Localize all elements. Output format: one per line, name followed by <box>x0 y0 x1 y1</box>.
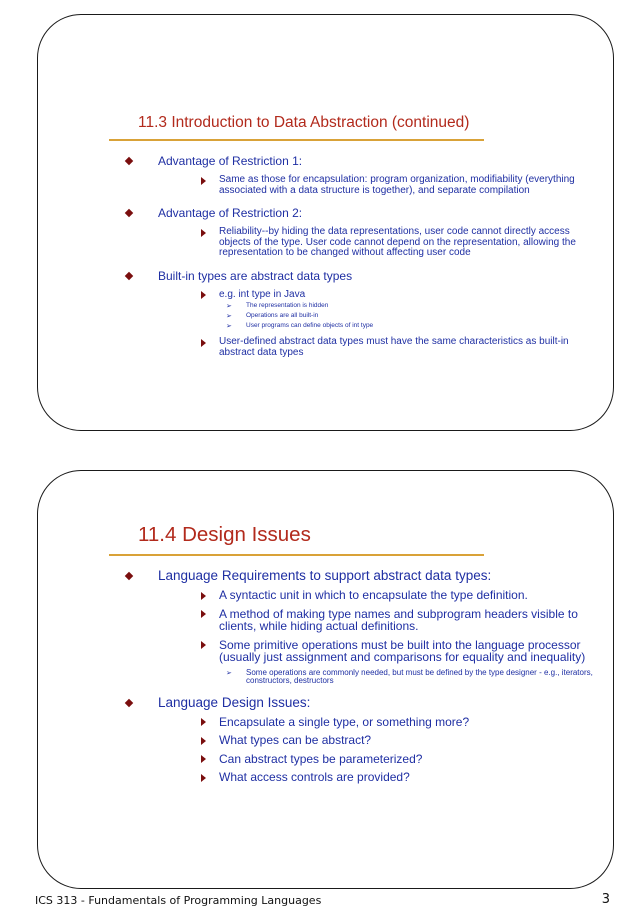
sub-sub-bullet-item: ➢ Some operations are commonly needed, but must be defined by the type designer - e.g., iterators, constructors, destructors <box>226 667 593 685</box>
sub-sub-bullet-item: ➢ User programs can define objects of int type <box>226 322 374 330</box>
slide-title: 11.4 Design Issues <box>138 523 311 546</box>
slide-title: 11.3 Introduction to Data Abstraction (continued) <box>138 114 470 131</box>
title-rule <box>109 554 484 556</box>
triangle-bullet-icon <box>201 641 206 649</box>
bullet-item: Built-in types are abstract data types e.g. int type in Java ➢ The representation is hidden ➢ Operations are all built-in ➢ User programs can define objects of int type User-defined abstract data types must have the same characteristics as built-in abstract data types <box>123 269 595 359</box>
triangle-bullet-icon <box>201 592 206 600</box>
triangle-bullet-icon <box>201 177 206 185</box>
sub-bullet-item: e.g. int type in Java <box>158 290 595 301</box>
page-number: 3 <box>601 892 610 907</box>
triangle-bullet-icon <box>201 610 206 618</box>
sub-bullet-item: A syntactic unit in which to encapsulate the type definition. <box>158 589 595 602</box>
bullet-item: Language Design Issues: Encapsulate a single type, or something more? What types can be abstract? Can abstract types be parameterized? What access controls are provided? <box>123 695 595 784</box>
slide-2 <box>37 470 614 889</box>
arrow-bullet-icon: ➢ <box>226 669 232 677</box>
sub-bullet-item: Reliability--by hiding the data representations, user code cannot directly access objects of the type. User code cannot depend on the representation, allowing the representation to be changed without affecting user code <box>158 227 595 259</box>
diamond-bullet-icon <box>125 209 133 217</box>
sub-bullet-item: What types can be abstract? <box>158 734 595 747</box>
bullet-item: Advantage of Restriction 2: Reliability--by hiding the data representations, user code cannot directly access objects of the type. User code cannot depend on the representation, allowing the representation to be changed without affecting user code <box>123 206 595 259</box>
sub-bullet-item: A method of making type names and subprogram headers visible to clients, while hiding actual definitions. <box>158 608 595 633</box>
diamond-bullet-icon <box>125 157 133 165</box>
sub-bullet-item: Same as those for encapsulation: program organization, modifiability (everything associated with a data structure is together), and separate compilation <box>158 175 595 196</box>
sub-bullet-item: Encapsulate a single type, or something more? <box>158 716 595 729</box>
triangle-bullet-icon <box>201 718 206 726</box>
bullet-item: Language Requirements to support abstract data types: A syntactic unit in which to encapsulate the type definition. A method of making type names and subprogram headers visible to clients, while hiding actual definitions. Some primitive operations must be built into the language processor (usually just assignment and comparisons for equality and inequality) ➢ Some operations are commonly needed, but must be defined by the type designer - e.g., iterators, constructors, destructors <box>123 568 595 685</box>
triangle-bullet-icon <box>201 755 206 763</box>
sub-bullet-item: What access controls are provided? <box>158 771 595 784</box>
triangle-bullet-icon <box>201 774 206 782</box>
sub-bullet-item: Can abstract types be parameterized? <box>158 753 595 766</box>
diamond-bullet-icon <box>125 271 133 279</box>
sub-bullet-item: User-defined abstract data types must have the same characteristics as built-in abstract data types <box>158 337 595 358</box>
sub-sub-bullet-item: ➢ The representation is hidden <box>226 302 329 310</box>
arrow-bullet-icon: ➢ <box>226 313 232 320</box>
triangle-bullet-icon <box>201 229 206 237</box>
bullet-item: Advantage of Restriction 1: Same as those for encapsulation: program organization, modifiability (everything associated with a data structure is together), and separate compilation <box>123 154 595 196</box>
triangle-bullet-icon <box>201 339 206 347</box>
diamond-bullet-icon <box>125 698 133 706</box>
arrow-bullet-icon: ➢ <box>226 323 232 330</box>
slide-1 <box>37 14 614 431</box>
diamond-bullet-icon <box>125 572 133 580</box>
slide-content <box>123 154 595 358</box>
sub-sub-bullet-item: ➢ Operations are all built-in <box>226 312 319 320</box>
title-rule <box>109 139 484 141</box>
triangle-bullet-icon <box>201 737 206 745</box>
arrow-bullet-icon: ➢ <box>226 303 232 310</box>
triangle-bullet-icon <box>201 291 206 299</box>
sub-bullet-item: Some primitive operations must be built into the language processor (usually just assignment and comparisons for equality and inequality) <box>158 639 595 664</box>
footer-course-title: ICS 313 - Fundamentals of Programming Languages <box>35 894 322 907</box>
slide-content <box>123 568 595 784</box>
